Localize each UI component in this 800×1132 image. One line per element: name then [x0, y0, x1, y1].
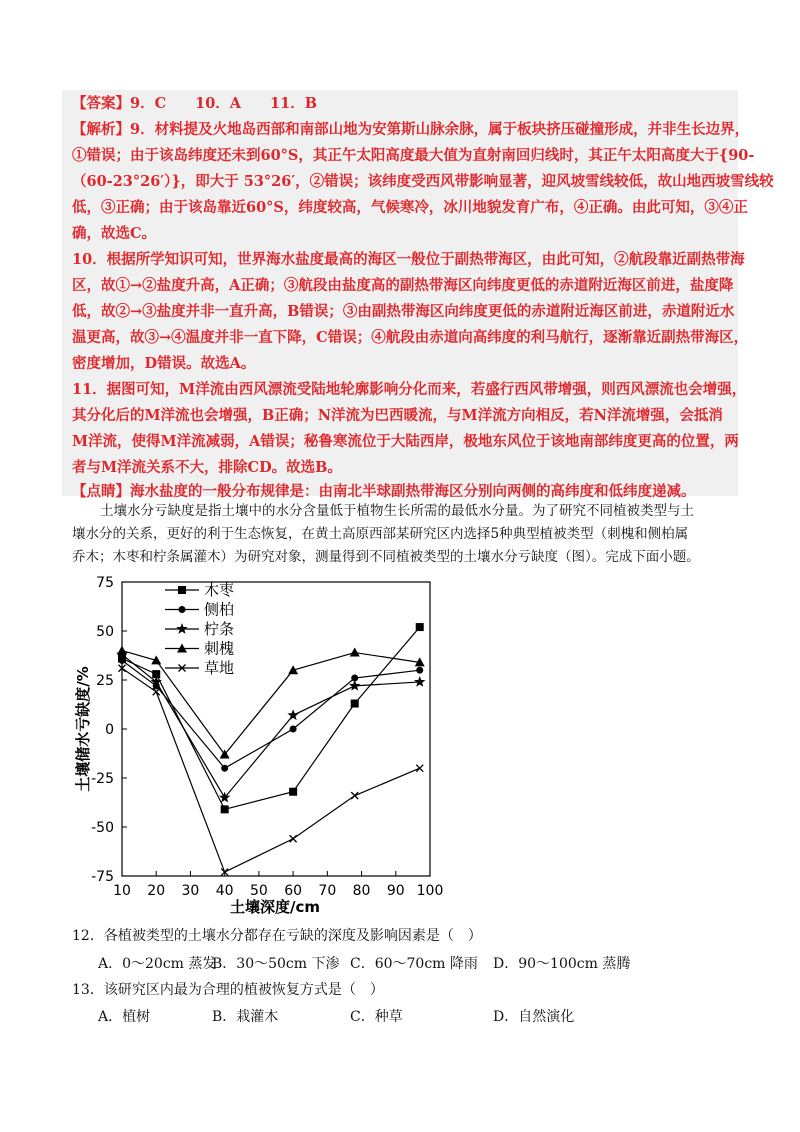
analysis-line: M洋流，使得M洋流减弱，A错误；秘鲁寒流位于大陆西岸，极地东风位于该地南部纬度更高的位置，两 [72, 433, 739, 450]
data-point [117, 646, 127, 655]
legend-item [165, 620, 234, 638]
data-point [416, 667, 423, 674]
legend-label: 刺槐 [204, 639, 235, 658]
data-point [221, 765, 228, 772]
y-tick-label: 50 [96, 624, 114, 640]
data-point [414, 676, 425, 687]
analysis-line: 区，故①→②盐度升高，A正确；③航段由盐度高的副热带海区向纬度更低的赤道附近海区前进，盐度降 [72, 277, 734, 294]
question-12-option-b: B．30～50cm 下渗 [212, 956, 340, 972]
legend-marker [176, 623, 187, 634]
data-point [416, 623, 424, 631]
question-13-option-a: A．植树 [98, 1009, 151, 1025]
series-line [122, 660, 420, 768]
y-tick-label: -75 [91, 869, 114, 885]
x-tick-label: 10 [113, 883, 131, 899]
series-line [122, 651, 420, 755]
analysis-line: 低，故②→③盐度并非一直升高，B错误；③由副热带海区向纬度更低的赤道附近海区前进，赤道附近水 [72, 303, 735, 320]
y-tick-label: 0 [105, 722, 114, 738]
question-12-stem: 12．各植被类型的土壤水分都存在亏缺的深度及影响因素是（ ） [72, 928, 482, 944]
analysis-line: 【解析】9．材料提及火地岛西部和南部山地为安第斯山脉余脉，属于板块挤压碰撞形成，并非生长边界， [72, 121, 750, 138]
question-13-option-d: D．自然演化 [493, 1009, 575, 1025]
series-2 [116, 649, 425, 803]
legend-label: 柠条 [204, 620, 235, 638]
x-tick-label: 80 [352, 883, 371, 899]
analysis-line: 低，③正确；由于该岛靠近60°S，纬度较高，气候寒冷，冰川地貌发育广布，④正确。由此可知，③④正 [72, 199, 748, 216]
analysis-line: 其分化后的M洋流也会增强，B正确；N洋流为巴西暖流，与M洋流方向相反，若N洋流增强，会抵消 [72, 407, 723, 424]
data-point [416, 765, 423, 772]
analysis-line: ①错误；由于该岛纬度还未到60°S，其正午太阳高度最大值为直射南回归线时，其正午太阳高度大于{90- [72, 147, 755, 164]
analysis-line: 温更高，故③→④温度并非一直下降，C错误；④航段由赤道向高纬度的利马航行，逐渐靠近副热带海区， [72, 329, 749, 346]
legend-item [165, 601, 234, 619]
data-point [290, 726, 297, 733]
intro-line: 乔木；木枣和柠条属灌木）为研究对象，测量得到不同植被类型的土壤水分亏缺度（图）。完成下面小题。 [72, 549, 700, 565]
data-point [350, 648, 360, 657]
question-13-option-c: C．种草 [350, 1009, 403, 1025]
x-tick-label: 90 [386, 883, 405, 899]
series-0 [118, 623, 424, 813]
analysis-line: 11．据图可知，M洋流由西风漂流受陆地轮廓影响分化而来，若盛行西风带增强，则西风漂流也会增强， [72, 381, 747, 398]
intro-line: 土壤水分亏缺度是指土壤中的水分含量低于植物生长所需的最低水分量。为了研究不同植被类型与土 [100, 503, 694, 519]
soil-moisture-deficit-chart [0, 572, 800, 917]
y-tick-label: -25 [91, 771, 114, 787]
legend-item [165, 581, 234, 599]
question-12-option-d: D．90～100cm 蒸腾 [493, 956, 631, 972]
question-13-stem: 13．该研究区内最为合理的植被恢复方式是（ ） [72, 982, 384, 998]
data-point [290, 835, 297, 842]
analysis-line: 密度增加，D错误。故选A。 [72, 355, 256, 372]
data-point [287, 709, 298, 720]
legend-item [165, 659, 234, 677]
analysis-line: 10．根据所学知识可知，世界海水盐度最高的海区一般位于副热带海区，由此可知，②航段靠近副热带海 [72, 251, 745, 268]
x-tick-label: 40 [215, 883, 234, 899]
x-tick-label: 30 [181, 883, 200, 899]
data-point [289, 788, 297, 796]
analysis-line: （60-23°26′）}，即大于 53°26′，②错误；该纬度受西风带影响显著，迎风坡雪线较低，故山地西坡雪线较 [72, 173, 774, 190]
legend-label: 木枣 [204, 581, 235, 599]
analysis-line: 者与M洋流关系不大，排除CD。故选B。 [72, 459, 342, 476]
x-tick-label: 60 [284, 883, 303, 899]
analysis-line: 确，故选C。 [72, 225, 157, 242]
question-12-option-a: A．0～20cm 蒸发 [98, 956, 217, 972]
legend-marker [179, 606, 186, 613]
question-12-option-c: C．60～70cm 降雨 [350, 956, 478, 972]
x-axis-label: 土壤深度/cm [229, 898, 321, 916]
data-point [221, 805, 229, 813]
x-tick-label: 100 [416, 883, 444, 899]
plot-frame [122, 582, 430, 876]
x-tick-label: 20 [147, 883, 166, 899]
legend-label: 草地 [204, 659, 235, 677]
data-point [351, 700, 359, 708]
x-tick-label: 70 [318, 883, 337, 899]
answer-line: 【答案】9．C 10．A 11．B [72, 95, 317, 112]
data-point [351, 792, 358, 799]
intro-line: 壤水分的关系，更好的利于生态恢复，在黄土高原西部某研究区内选择5种典型植被类型（刺槐和侧柏属 [72, 526, 689, 542]
y-tick-label: -50 [91, 820, 114, 836]
question-13-option-b: B．栽灌木 [212, 1009, 279, 1025]
legend-marker [178, 586, 186, 594]
y-tick-label: 25 [96, 673, 114, 689]
legend-label: 侧柏 [204, 600, 235, 619]
y-tick-label: 75 [96, 575, 114, 591]
legend-item [165, 640, 234, 658]
tip-line: 【点睛】海水盐度的一般分布规律是：由南北半球副热带海区分别向两侧的高纬度和低纬度递减。 [72, 483, 696, 500]
y-axis-label: 土壤储水亏缺度/% [74, 666, 92, 792]
x-tick-label: 50 [249, 883, 268, 899]
